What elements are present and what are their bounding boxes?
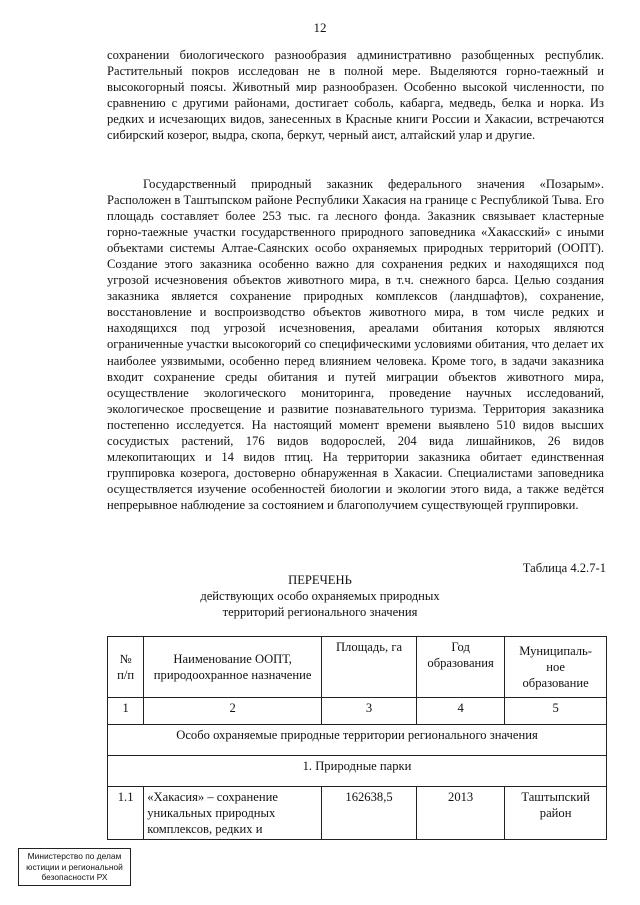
section-row-regional [108, 725, 607, 756]
row-name-line: комплексов, редких и [147, 822, 263, 836]
section-title: Особо охраняемые природные территории регионального значения [108, 725, 607, 756]
header-text: Год [451, 640, 470, 654]
header-number [108, 637, 144, 698]
body-paragraph-1 [107, 47, 604, 143]
section-title: 1. Природные парки [108, 756, 607, 787]
ministry-stamp [18, 848, 131, 886]
header-text: п/п [117, 668, 135, 682]
stamp-line: Министерство по делам [27, 851, 122, 861]
column-number: 4 [417, 698, 505, 725]
column-number: 3 [322, 698, 417, 725]
header-text: образование [522, 676, 589, 690]
row-year: 2013 [417, 787, 505, 840]
column-numbers-row [108, 698, 607, 725]
row-municipality [505, 787, 607, 840]
table-label: Таблица 4.2.7-1 [522, 561, 606, 575]
row-municipality-line: Таштыпский [521, 790, 590, 804]
row-area: 162638,5 [322, 787, 417, 840]
row-municipality-line: район [539, 806, 572, 820]
table-title [0, 572, 640, 620]
table-subheading-2: территорий регионального значения [222, 605, 418, 619]
header-municipality [505, 637, 607, 698]
section-row-parks [108, 756, 607, 787]
header-text: Площадь, га [335, 640, 403, 654]
page-number: 12 [313, 20, 327, 35]
row-name [144, 787, 322, 840]
table-heading: ПЕРЕЧЕНЬ [288, 573, 352, 587]
header-area [322, 637, 417, 698]
paragraph-text: сохранении биологического разнообразия административно разобщенных республик. Растительный покров исследован не в полной мере. Выделяются горно-таежный и высокогорный поясы. Животный мир разнообразен. Особенно высокой численности, по сравнению с другими районами, достигает соболь, кабарга, медведь, белка и норка. Из редких и исчезающих видов, занесенных в Красные книги России и Хакасии, встречаются сибирский козерог, выдра, скопа, беркут, черный аист, алтайский улар и другие. [107, 48, 604, 143]
header-text: ное [546, 660, 565, 674]
column-number: 1 [108, 698, 144, 725]
stamp-line: безопасности РХ [41, 872, 108, 882]
header-text: № [119, 652, 132, 666]
header-text: Наименование ООПТ, [173, 652, 292, 666]
header-text: Муниципаль- [519, 644, 592, 658]
table-row [108, 787, 607, 840]
protected-areas-table [107, 636, 607, 840]
paragraph-text: Государственный природный заказник федерального значения «Позарым». Расположен в Таштыпском районе Республики Хакасия на границе с Республикой Тыва. Его площадь составляет более 253 тыс. га лесного фонда. Заказник связывает кластерные горно-таежные участки государственного природного заповедника «Хакасский» с иными объектами системы Алтае-Саянских особо охраняемых природных территорий (ООПТ). Создание этого заказника особенно важно для сохранения редких и находящихся под угрозой исчезновения объектов животного мира, в т.ч. снежного барса. Целью создания заказника является сохранение природных комплексов (ландшафтов), сохранение, восстановление и воспроизводство объектов животного мира, в том числе редких и находящихся под угрозой исчезновения, ареалами обитания которых являются ограниченные участки высокогорий со специфическими условиями обитания, что делает их наиболее уязвимыми, особенно перед влиянием человека. Кроме того, в задачи заказника входит сохранение среды обитания и путей миграции объектов животного мира, осуществление экологического мониторинга, проведение научных исследований, экологическое просвещение и развитие познавательного туризма. Территория заказника постепенно исследуется. На настоящий момент времени выявлено 510 видов высших сосудистых растений, 176 видов водорослей, 204 вида лишайников, 26 видов млекопитающих и 14 видов птиц. На территории заказника обитает единственная группировка козерога, достоверно обнаруженная в Хакасии. Специалистами заповедника осуществляется изучение особенностей биологии и экологии этого вида, а также ведётся непрерывное наблюдение за состоянием и благополучием существующей группировки. [107, 177, 604, 512]
header-year [417, 637, 505, 698]
body-paragraph-2 [107, 176, 604, 513]
stamp-line: юстиции и региональной [26, 861, 123, 872]
table-header-row [108, 637, 607, 698]
column-number: 5 [505, 698, 607, 725]
row-name-line: «Хакасия» – сохранение [147, 790, 278, 804]
header-text: образования [427, 656, 494, 670]
header-text: природоохранное назначение [153, 668, 312, 682]
header-name [144, 637, 322, 698]
column-number: 2 [144, 698, 322, 725]
row-name-line: уникальных природных [147, 806, 276, 820]
table-subheading-1: действующих особо охраняемых природных [200, 589, 440, 603]
row-number: 1.1 [108, 787, 144, 840]
